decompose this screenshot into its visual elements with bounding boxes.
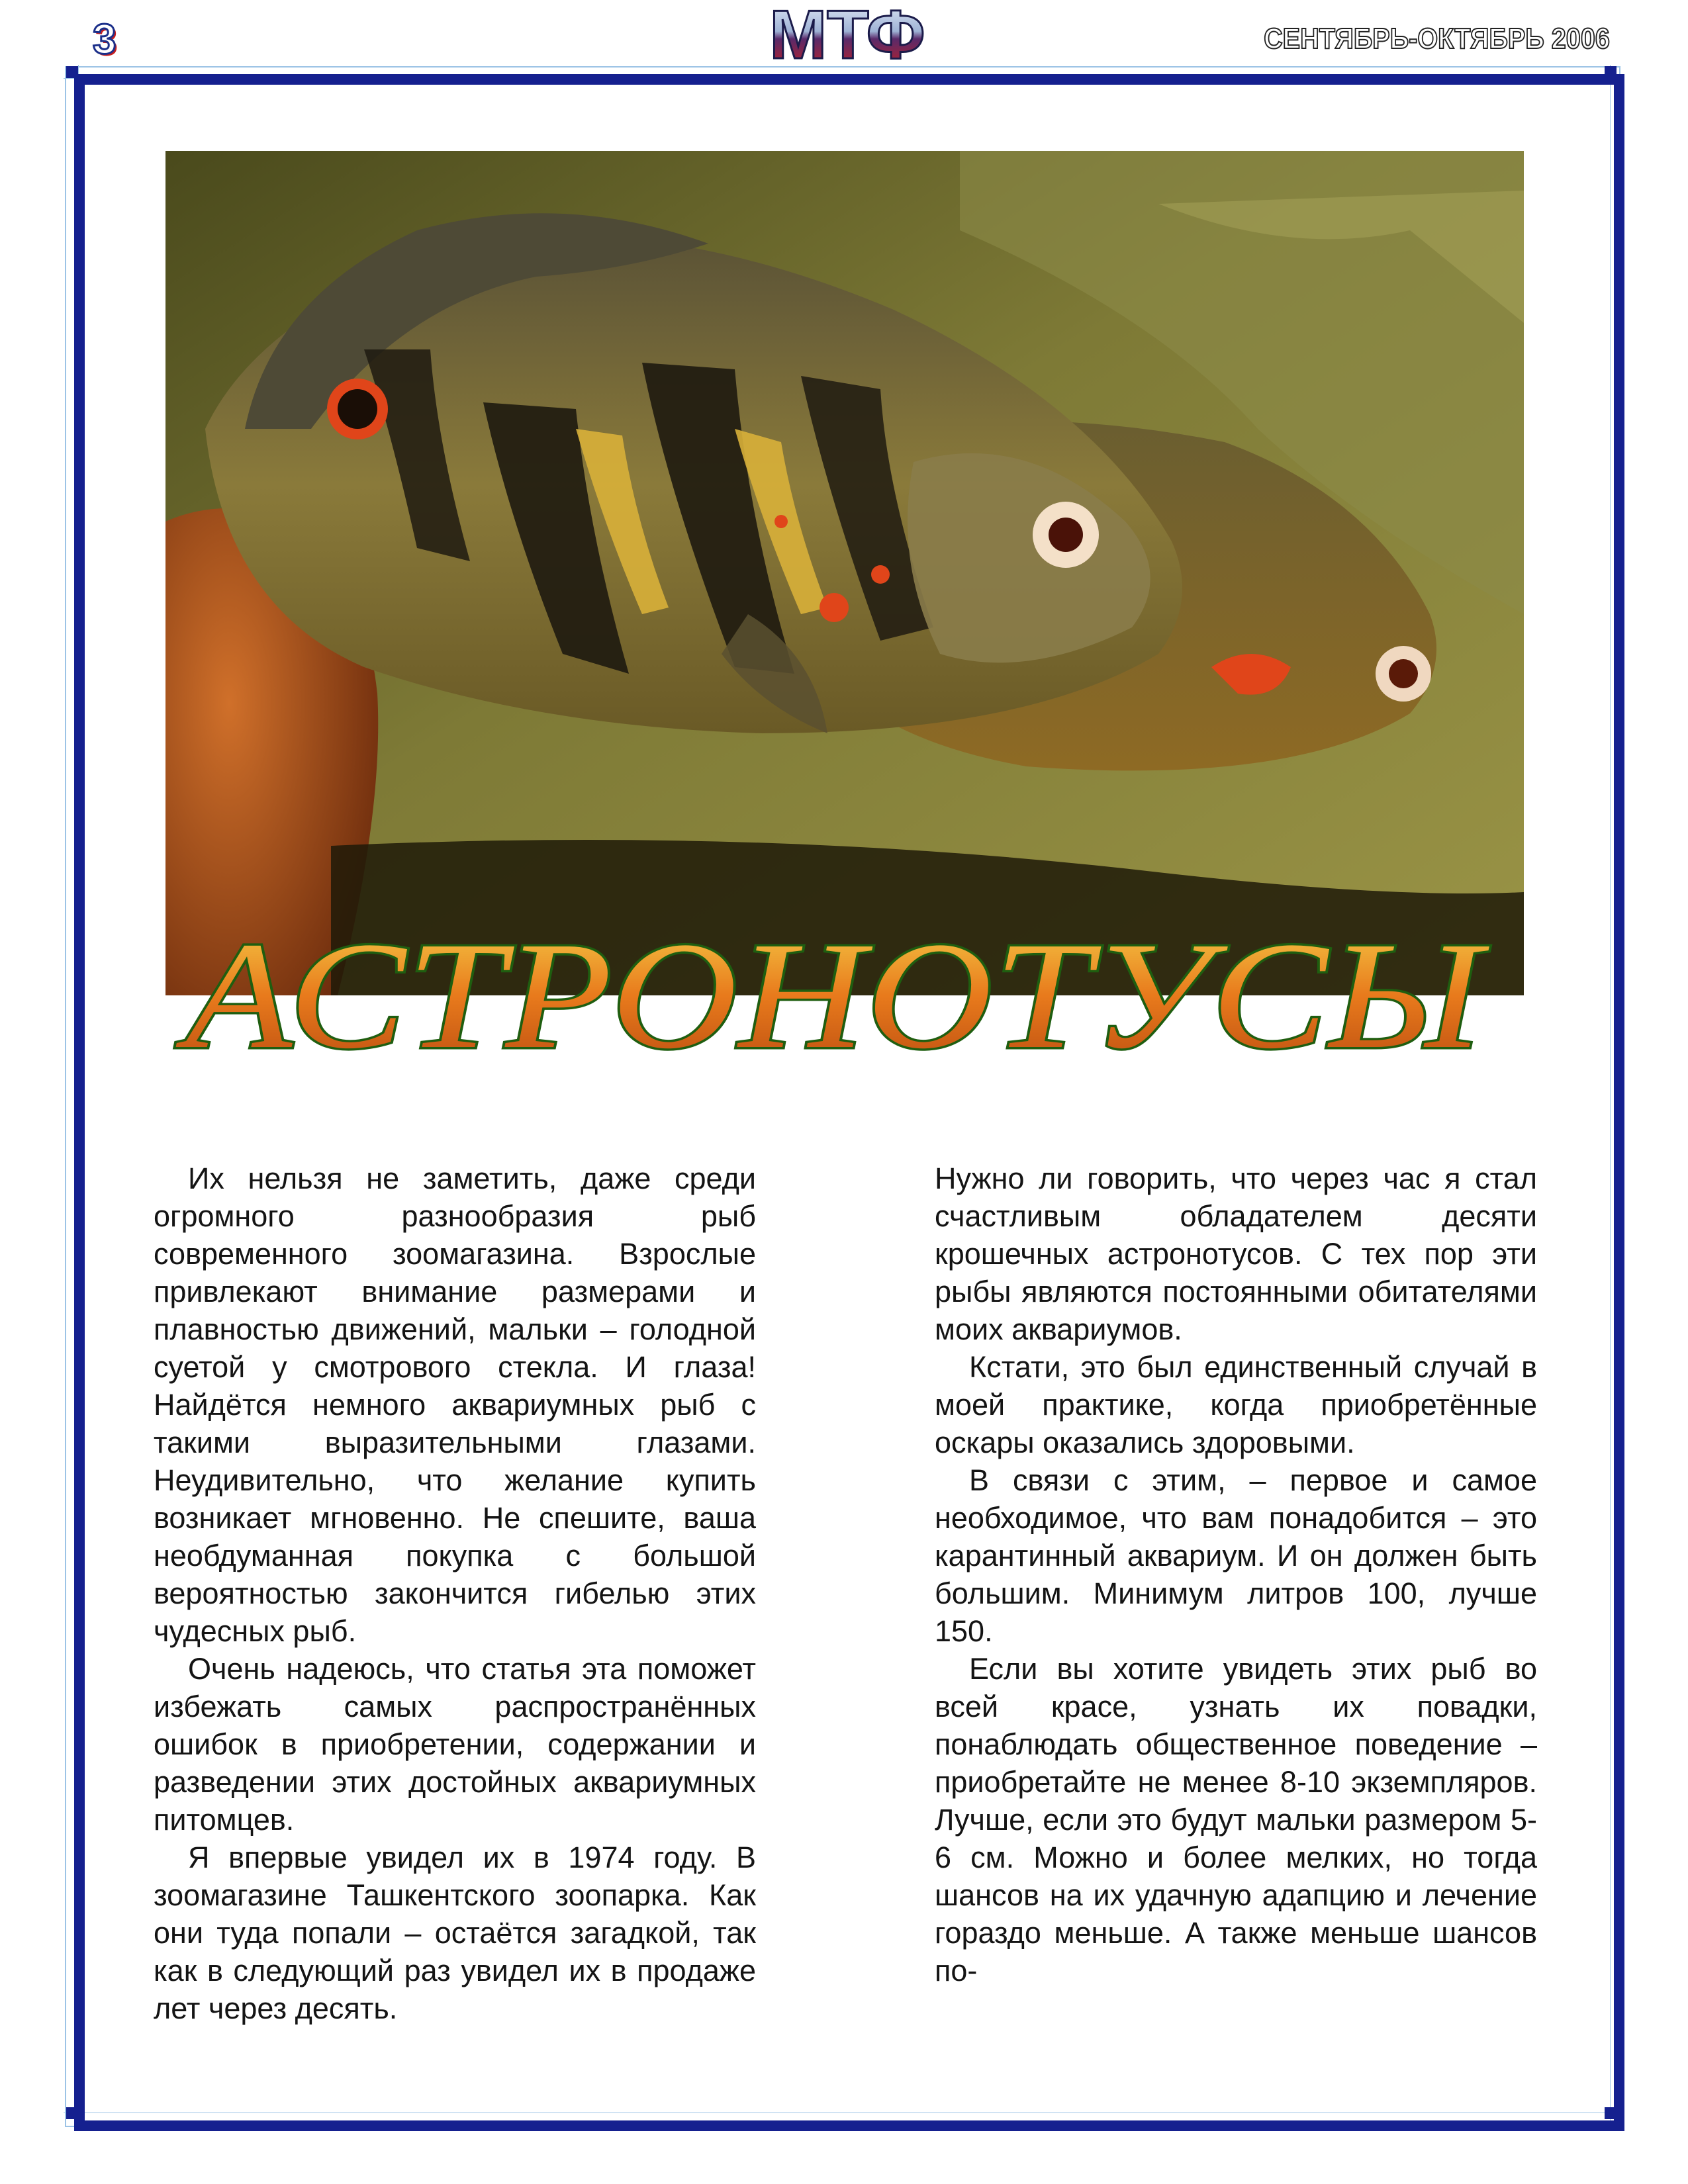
article-title-text: АСТРОНОТУСЫ (175, 911, 1489, 1079)
paragraph: В связи с этим, – первое и самое необходимое, что вам понадобится – это карантинный аквариум. И он должен быть большим. Минимум литров 100, лучше 150. (935, 1463, 1537, 1648)
article-column-right (935, 1160, 1537, 1989)
paragraph: Кстати, это был единственный случай в моей практике, когда приобретённые оскары оказались здоровыми. (935, 1350, 1537, 1459)
logo-text: МТФ (769, 0, 925, 66)
frame-corner (1605, 66, 1617, 78)
frame-corner (1605, 2107, 1617, 2119)
page-number: 3 (93, 15, 118, 63)
article-column-left (154, 1160, 756, 2027)
paragraph: Если вы хотите увидеть этих рыб во всей красе, узнать их повадки, понаблюдать общественное поведение – приобретайте не менее 8-10 экземпляров. Лучше, если это будут мальки размером 5-6 см. Можно и более мелких, но тогда шансов на их удачную адапцию и лечение гораздо меньше. А также меньше шансов по- (935, 1652, 1537, 1987)
frame-corner (66, 2107, 78, 2119)
frame-corner (66, 66, 78, 78)
paragraph: Я впервые увидел их в 1974 году. В зоомагазине Ташкентского зоопарка. Как они туда попали – остаётся загадкой, так как в следующий раз увидел их в продаже лет через десять. (154, 1841, 756, 2025)
magazine-logo (768, 0, 927, 66)
issue-date: СЕНТЯБРЬ-ОКТЯБРЬ 2006 (1264, 23, 1610, 55)
paragraph: Их нельзя не заметить, даже среди огромного разнообразия рыб современного зоомагазина. Взрослые привлекают внимание размерами и плавностью движений, мальки – голодной суетой у смотрового стекла. И глаза! Найдётся немного аквариумных рыб с такими выразительными глазами. Неудивительно, что желание купить возникает мгновенно. Не спешите, ваша необдуманная покупка с большой вероятностью закончится гибелью этих чудесных рыб. (154, 1161, 756, 1648)
paragraph: Очень надеюсь, что статья эта поможет избежать самых распространённых ошибок в приобретении, содержании и разведении этих достойных аквариумных питомцев. (154, 1652, 756, 1837)
article-title (152, 907, 1516, 1079)
fish-photo (165, 151, 1524, 995)
paragraph: Нужно ли говорить, что через час я стал счастливым обладателем десяти крошечных астронотусов. С тех пор эти рыбы являются постоянными обитателями моих аквариумов. (935, 1161, 1537, 1346)
